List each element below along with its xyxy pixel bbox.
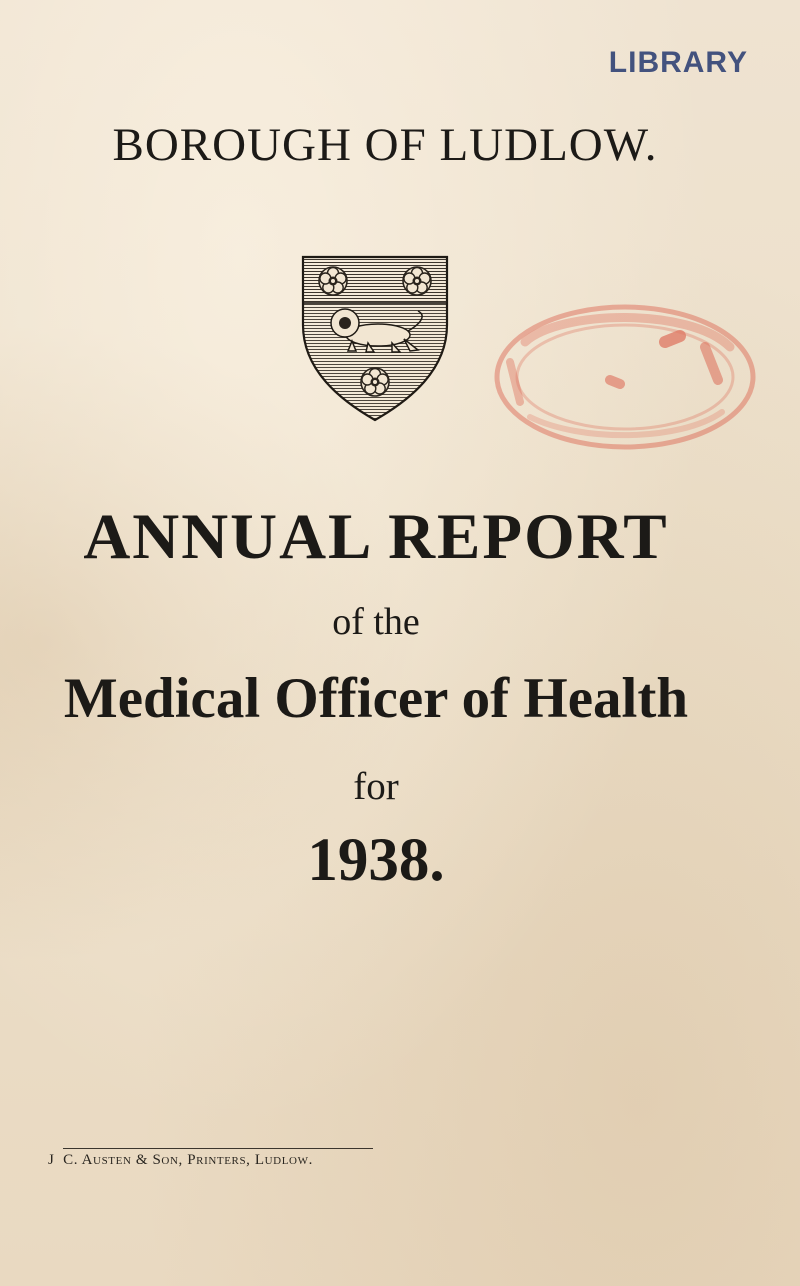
printer-imprint [48,1152,313,1169]
printer-name: C. Austen & Son, Printers, Ludlow. [63,1152,313,1168]
faded-red-library-stamp-icon [490,292,760,467]
library-stamp: LIBRARY [608,46,748,79]
of-the-text: of the [332,601,420,643]
ludlow-coat-of-arms-icon [300,255,450,423]
printer-mark: J [48,1152,55,1168]
borough-heading: BOROUGH OF LUDLOW. [112,119,658,171]
report-title: ANNUAL REPORT [83,501,669,573]
printer-rule [63,1148,373,1149]
medical-officer-heading: Medical Officer of Health [63,667,689,730]
for-text: for [353,765,399,808]
report-year: 1938. [307,827,445,894]
